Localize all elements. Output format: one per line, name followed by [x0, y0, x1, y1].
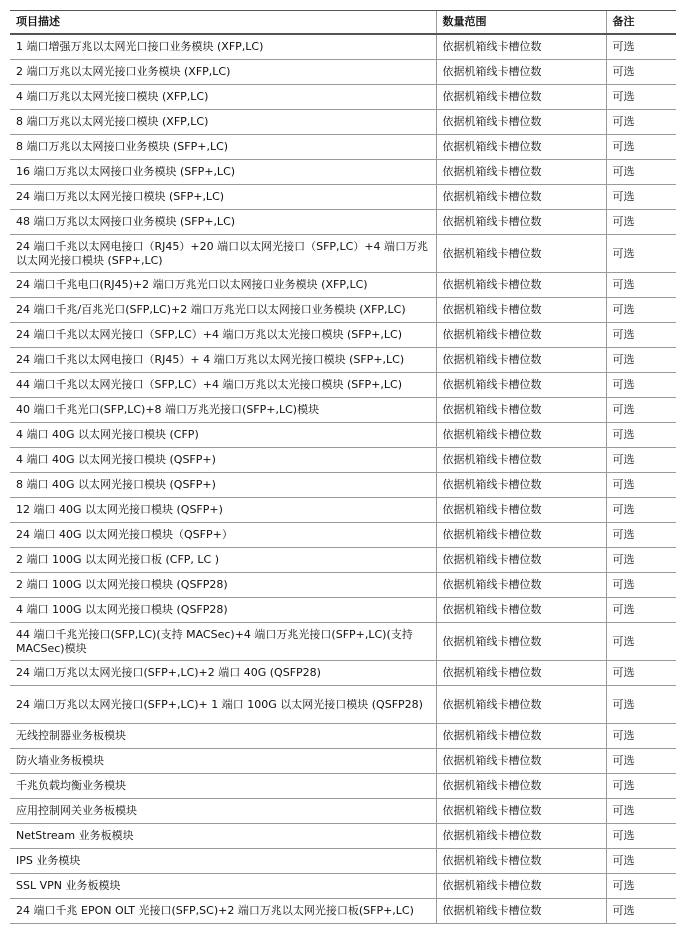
cell-quantity-range: 依据机箱线卡槽位数 [436, 498, 606, 523]
table-row [10, 799, 676, 824]
cell-remarks: 可选 [606, 323, 676, 348]
cell-remarks: 可选 [606, 824, 676, 849]
cell-description: 4 端口 100G 以太网光接口模块 (QSFP28) [10, 598, 436, 623]
cell-quantity-range: 依据机箱线卡槽位数 [436, 799, 606, 824]
cell-remarks: 可选 [606, 598, 676, 623]
cell-quantity-range: 依据机箱线卡槽位数 [436, 598, 606, 623]
cell-remarks: 可选 [606, 749, 676, 774]
table-body [10, 34, 676, 924]
cell-remarks: 可选 [606, 160, 676, 185]
table-row [10, 135, 676, 160]
cell-description: NetStream 业务板模块 [10, 824, 436, 849]
cell-quantity-range: 依据机箱线卡槽位数 [436, 235, 606, 273]
cell-quantity-range: 依据机箱线卡槽位数 [436, 523, 606, 548]
cell-remarks: 可选 [606, 110, 676, 135]
cell-quantity-range: 依据机箱线卡槽位数 [436, 749, 606, 774]
cell-description: 40 端口千兆光口(SFP,LC)+8 端口万兆光接口(SFP+,LC)模块 [10, 398, 436, 423]
cell-description: 2 端口万兆以太网光接口业务模块 (XFP,LC) [10, 60, 436, 85]
cell-remarks: 可选 [606, 623, 676, 661]
cell-description: 24 端口万兆以太网光接口(SFP+,LC)+2 端口 40G (QSFP28) [10, 661, 436, 686]
cell-remarks: 可选 [606, 373, 676, 398]
cell-description: 2 端口 100G 以太网光接口板 (CFP, LC ) [10, 548, 436, 573]
cell-remarks: 可选 [606, 661, 676, 686]
cell-description: 24 端口千兆以太网光接口（SFP,LC）+4 端口万兆以太光接口模块 (SFP+,LC) [10, 323, 436, 348]
cell-remarks: 可选 [606, 874, 676, 899]
cell-quantity-range: 依据机箱线卡槽位数 [436, 110, 606, 135]
cell-description: 24 端口 40G 以太网光接口模块（QSFP+） [10, 523, 436, 548]
cell-quantity-range: 依据机箱线卡槽位数 [436, 185, 606, 210]
cell-quantity-range: 依据机箱线卡槽位数 [436, 348, 606, 373]
cell-remarks: 可选 [606, 210, 676, 235]
cell-description: SSL VPN 业务板模块 [10, 874, 436, 899]
cell-remarks: 可选 [606, 799, 676, 824]
cell-quantity-range: 依据机箱线卡槽位数 [436, 774, 606, 799]
cell-remarks: 可选 [606, 523, 676, 548]
cell-description: 无线控制器业务板模块 [10, 724, 436, 749]
table-row [10, 498, 676, 523]
cell-remarks: 可选 [606, 849, 676, 874]
cell-quantity-range: 依据机箱线卡槽位数 [436, 661, 606, 686]
table-row [10, 899, 676, 924]
table-row [10, 398, 676, 423]
cell-remarks: 可选 [606, 398, 676, 423]
cell-quantity-range: 依据机箱线卡槽位数 [436, 623, 606, 661]
cell-remarks: 可选 [606, 185, 676, 210]
table-row [10, 85, 676, 110]
header-description: 项目描述 [10, 11, 436, 35]
table-row [10, 749, 676, 774]
table-row [10, 235, 676, 273]
cell-description: 24 端口万兆以太网光接口(SFP+,LC)+ 1 端口 100G 以太网光接口模块 (QSFP28) [10, 686, 436, 724]
cell-quantity-range: 依据机箱线卡槽位数 [436, 323, 606, 348]
cell-remarks: 可选 [606, 899, 676, 924]
cell-description: 12 端口 40G 以太网光接口模块 (QSFP+) [10, 498, 436, 523]
cell-description: 24 端口千兆以太网电接口（RJ45）+20 端口以太网光接口（SFP,LC）+4 端口万兆以太网光接口模块 (SFP+,LC) [10, 235, 436, 273]
cell-remarks: 可选 [606, 548, 676, 573]
cell-quantity-range: 依据机箱线卡槽位数 [436, 724, 606, 749]
table-row [10, 423, 676, 448]
cell-description: 24 端口万兆以太网光接口模块 (SFP+,LC) [10, 185, 436, 210]
table-row [10, 210, 676, 235]
cell-description: 8 端口 40G 以太网光接口模块 (QSFP+) [10, 473, 436, 498]
header-remarks: 备注 [606, 11, 676, 35]
cell-quantity-range: 依据机箱线卡槽位数 [436, 160, 606, 185]
cell-description: 应用控制网关业务板模块 [10, 799, 436, 824]
table-row [10, 824, 676, 849]
table-row [10, 548, 676, 573]
table-row [10, 724, 676, 749]
cell-quantity-range: 依据机箱线卡槽位数 [436, 423, 606, 448]
table-row [10, 273, 676, 298]
cell-quantity-range: 依据机箱线卡槽位数 [436, 135, 606, 160]
header-quantity-range: 数量范围 [436, 11, 606, 35]
cell-description: 48 端口万兆以太网接口业务模块 (SFP+,LC) [10, 210, 436, 235]
cell-remarks: 可选 [606, 85, 676, 110]
table-row [10, 849, 676, 874]
table-row [10, 34, 676, 60]
table-row [10, 523, 676, 548]
cell-quantity-range: 依据机箱线卡槽位数 [436, 373, 606, 398]
cell-quantity-range: 依据机箱线卡槽位数 [436, 824, 606, 849]
cell-quantity-range: 依据机箱线卡槽位数 [436, 273, 606, 298]
cell-description: 4 端口 40G 以太网光接口模块 (QSFP+) [10, 448, 436, 473]
cell-quantity-range: 依据机箱线卡槽位数 [436, 60, 606, 85]
table-row [10, 110, 676, 135]
cell-description: 44 端口千兆以太网光接口（SFP,LC）+4 端口万兆以太光接口模块 (SFP+,LC) [10, 373, 436, 398]
cell-remarks: 可选 [606, 498, 676, 523]
cell-remarks: 可选 [606, 60, 676, 85]
table-row [10, 60, 676, 85]
table-row [10, 598, 676, 623]
cell-remarks: 可选 [606, 423, 676, 448]
cell-description: 2 端口 100G 以太网光接口模块 (QSFP28) [10, 573, 436, 598]
table-row [10, 298, 676, 323]
spec-table-container [10, 10, 676, 924]
cell-description: IPS 业务模块 [10, 849, 436, 874]
cell-quantity-range: 依据机箱线卡槽位数 [436, 548, 606, 573]
cell-description: 4 端口万兆以太网光接口模块 (XFP,LC) [10, 85, 436, 110]
cell-description: 44 端口千兆光接口(SFP,LC)(支持 MACSec)+4 端口万兆光接口(SFP+,LC)(支持 MACSec)模块 [10, 623, 436, 661]
table-row [10, 323, 676, 348]
cell-quantity-range: 依据机箱线卡槽位数 [436, 874, 606, 899]
cell-quantity-range: 依据机箱线卡槽位数 [436, 34, 606, 60]
cell-remarks: 可选 [606, 774, 676, 799]
cell-remarks: 可选 [606, 135, 676, 160]
table-row [10, 185, 676, 210]
cell-remarks: 可选 [606, 235, 676, 273]
table-row [10, 874, 676, 899]
table-row [10, 573, 676, 598]
cell-description: 24 端口千兆以太网电接口（RJ45）+ 4 端口万兆以太网光接口模块 (SFP+,LC) [10, 348, 436, 373]
cell-description: 8 端口万兆以太网接口业务模块 (SFP+,LC) [10, 135, 436, 160]
cell-quantity-range: 依据机箱线卡槽位数 [436, 573, 606, 598]
cell-quantity-range: 依据机箱线卡槽位数 [436, 85, 606, 110]
table-row [10, 686, 676, 724]
cell-remarks: 可选 [606, 348, 676, 373]
cell-remarks: 可选 [606, 686, 676, 724]
cell-description: 千兆负载均衡业务模块 [10, 774, 436, 799]
cell-remarks: 可选 [606, 573, 676, 598]
table-row [10, 348, 676, 373]
cell-description: 防火墙业务板模块 [10, 749, 436, 774]
table-row [10, 473, 676, 498]
cell-remarks: 可选 [606, 273, 676, 298]
cell-quantity-range: 依据机箱线卡槽位数 [436, 473, 606, 498]
cell-remarks: 可选 [606, 473, 676, 498]
cell-description: 8 端口万兆以太网光接口模块 (XFP,LC) [10, 110, 436, 135]
cell-description: 4 端口 40G 以太网光接口模块 (CFP) [10, 423, 436, 448]
cell-description: 1 端口增强万兆以太网光口接口业务模块 (XFP,LC) [10, 34, 436, 60]
cell-quantity-range: 依据机箱线卡槽位数 [436, 298, 606, 323]
cell-quantity-range: 依据机箱线卡槽位数 [436, 849, 606, 874]
table-header-row [10, 11, 676, 35]
cell-remarks: 可选 [606, 298, 676, 323]
cell-quantity-range: 依据机箱线卡槽位数 [436, 210, 606, 235]
spec-table [10, 10, 676, 924]
cell-description: 16 端口万兆以太网接口业务模块 (SFP+,LC) [10, 160, 436, 185]
cell-description: 24 端口千兆/百兆光口(SFP,LC)+2 端口万兆光口以太网接口业务模块 (XFP,LC) [10, 298, 436, 323]
cell-quantity-range: 依据机箱线卡槽位数 [436, 899, 606, 924]
cell-quantity-range: 依据机箱线卡槽位数 [436, 398, 606, 423]
table-row [10, 373, 676, 398]
table-row [10, 448, 676, 473]
table-row [10, 623, 676, 661]
cell-description: 24 端口千兆 EPON OLT 光接口(SFP,SC)+2 端口万兆以太网光接口板(SFP+,LC) [10, 899, 436, 924]
cell-remarks: 可选 [606, 724, 676, 749]
table-row [10, 160, 676, 185]
cell-quantity-range: 依据机箱线卡槽位数 [436, 686, 606, 724]
cell-remarks: 可选 [606, 34, 676, 60]
cell-remarks: 可选 [606, 448, 676, 473]
cell-description: 24 端口千兆电口(RJ45)+2 端口万兆光口以太网接口业务模块 (XFP,LC) [10, 273, 436, 298]
table-row [10, 661, 676, 686]
cell-quantity-range: 依据机箱线卡槽位数 [436, 448, 606, 473]
table-row [10, 774, 676, 799]
